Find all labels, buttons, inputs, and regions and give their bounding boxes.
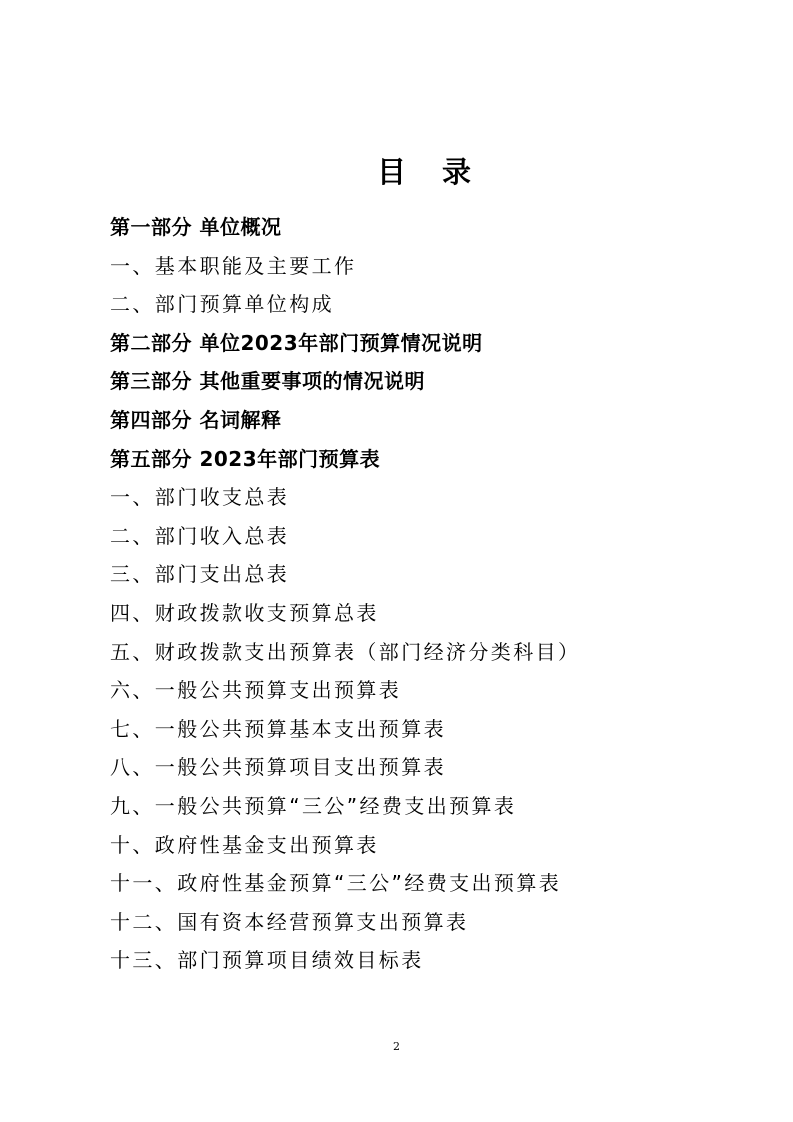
page-number: 2: [393, 1040, 400, 1053]
table-of-contents: [110, 208, 580, 980]
toc-item: 十、政府性基金支出预算表: [110, 832, 379, 857]
toc-item: 二、部门预算单位构成: [110, 292, 334, 317]
toc-item: 三、部门支出总表: [110, 562, 290, 587]
toc-part-4: 第四部分 名词解释: [110, 407, 282, 432]
toc-item: 十二、国有资本经营预算支出预算表: [110, 909, 469, 934]
toc-item: 五、财政拨款支出预算表（部门经济分类科目）: [110, 639, 581, 664]
toc-item: 四、财政拨款收支预算总表: [110, 600, 379, 625]
toc-item: 七、一般公共预算基本支出预算表: [110, 716, 446, 741]
page-title: 目录: [376, 155, 507, 189]
toc-item: 十一、政府性基金预算“三公”经费支出预算表: [110, 871, 562, 896]
toc-item: 一、部门收支总表: [110, 485, 290, 510]
toc-item: 八、一般公共预算项目支出预算表: [110, 755, 446, 780]
toc-part-3: 第三部分 其他重要事项的情况说明: [110, 369, 425, 394]
toc-part-1: 第一部分 单位概况: [110, 215, 282, 239]
toc-item: 九、一般公共预算“三公”经费支出预算表: [110, 793, 517, 818]
toc-part-5: 第五部分 2023年部门预算表: [110, 446, 381, 471]
toc-item: 二、部门收入总表: [110, 523, 290, 548]
toc-part-2: 第二部分 单位2023年部门预算情况说明: [110, 330, 483, 355]
toc-item: 一、基本职能及主要工作: [110, 253, 357, 278]
toc-item: 十三、部门预算项目绩效目标表: [110, 948, 424, 973]
toc-item: 六、一般公共预算支出预算表: [110, 678, 402, 703]
